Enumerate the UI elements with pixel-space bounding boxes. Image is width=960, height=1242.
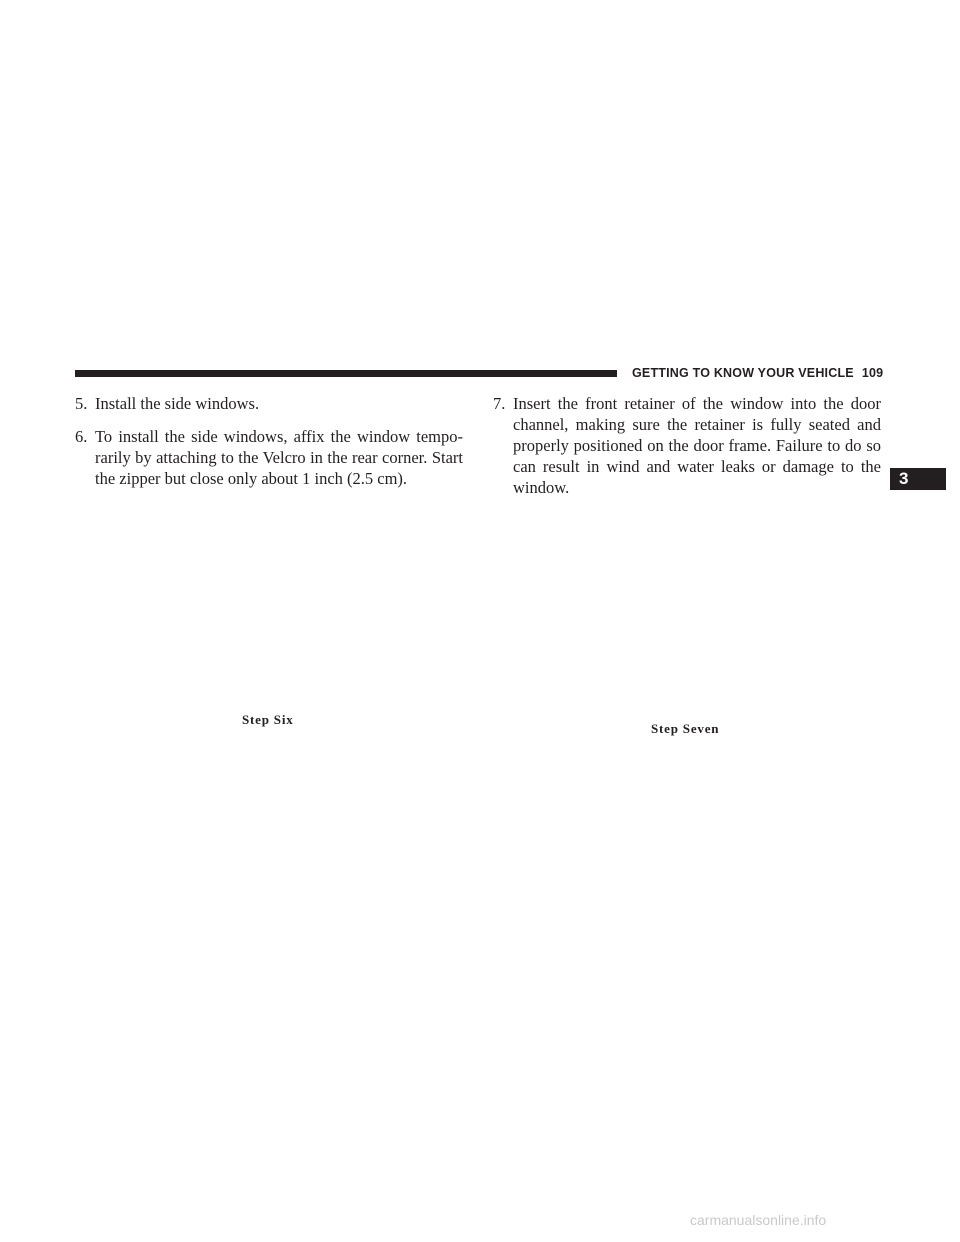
step-item — [493, 393, 881, 498]
section-title: GETTING TO KNOW YOUR VEHICLE — [632, 366, 854, 380]
step-seven-figure — [500, 500, 880, 710]
step-item — [75, 426, 463, 489]
left-column — [75, 393, 463, 501]
chapter-number: 3 — [899, 469, 909, 488]
step-text: Insert the front retainer of the window into the door channel, making sure the retainer is fully seated and properly positioned on the door frame. Failure to do so can result in wind and water leaks or damage to the window. — [513, 394, 881, 497]
figure-caption-step-six: Step Six — [242, 712, 294, 727]
step-six-figure — [80, 495, 460, 705]
step-text: Install the side windows. — [95, 394, 260, 413]
step-number: 6. — [75, 427, 88, 446]
right-column — [493, 393, 881, 510]
chapter-tab — [890, 468, 946, 490]
step-number: 5. — [75, 394, 88, 413]
step-number: 7. — [493, 394, 506, 413]
header-rule — [75, 370, 617, 377]
page-number: 109 — [861, 366, 884, 380]
running-header — [632, 366, 883, 380]
step-text: To install the side windows, affix the window tempo-rarily by attaching to the Velcro in the rear corner. Start the zipper but close only about 1 inch (2.5 cm). — [95, 427, 463, 488]
footer-watermark: carmanualsonline.info — [690, 1212, 827, 1228]
step-item — [75, 393, 463, 414]
figure-caption-step-seven: Step Seven — [651, 721, 720, 736]
